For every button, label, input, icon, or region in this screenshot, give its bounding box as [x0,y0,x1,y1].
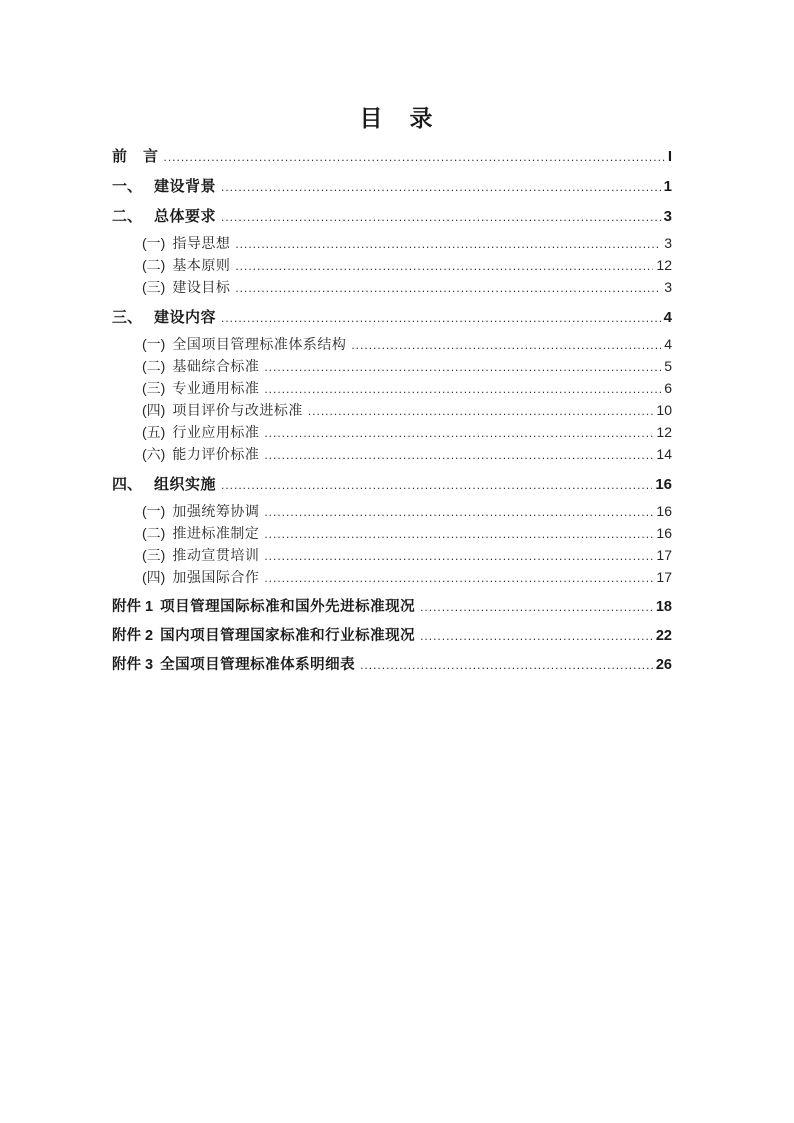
toc-entry-number: 二、 [112,208,143,225]
toc-entry-number: (一) [142,503,166,519]
toc-entry[interactable] [112,545,672,567]
toc-entry[interactable] [112,501,672,523]
toc-entry-page: 3 [664,235,672,251]
dot-leader [221,176,661,198]
toc-entry-number: (三) [142,279,166,295]
dot-leader [264,523,653,545]
toc-entry-page: 3 [663,208,672,225]
toc-entry[interactable] [112,233,672,255]
dot-leader [264,444,653,466]
toc-entry-label: 加强统筹协调 [172,503,260,519]
toc-entry[interactable] [112,255,672,277]
dot-leader [420,596,653,618]
toc-entry-label: 专业通用标准 [172,380,260,396]
toc-entry-number: 一、 [112,178,143,195]
toc-entry-page: 16 [656,525,672,541]
toc-entry-number: (五) [142,424,166,440]
toc-entry-number: (四) [142,402,166,418]
toc-entry-page: 26 [655,657,672,673]
toc-entry-number: (三) [142,547,166,563]
toc-entry-attachment[interactable] [112,654,672,676]
toc-entry[interactable] [112,400,672,422]
toc-entry-number: 附件 2 [112,628,154,644]
toc-entry-page: 5 [664,358,672,374]
toc-entry-number: 三、 [112,309,143,326]
dot-leader [221,206,661,228]
dot-leader [264,356,661,378]
dot-leader [308,400,654,422]
toc-entry-label: 建设背景 [154,178,217,195]
toc-entry[interactable] [112,176,672,198]
toc-entry-attachment[interactable] [112,596,672,618]
toc-entry[interactable] [112,146,672,168]
dot-leader [221,307,661,329]
toc-entry-page: 18 [655,599,672,615]
dot-leader [420,625,653,647]
toc-entry-number: 四、 [112,476,143,493]
toc-entry-label: 加强国际合作 [172,569,260,585]
dot-leader [264,567,653,589]
toc-entry-label: 行业应用标准 [172,424,260,440]
toc-entry-page: 10 [656,402,672,418]
toc-entry-page: 14 [656,446,672,462]
toc-entry-label: 项目评价与改进标准 [172,402,303,418]
toc-entry-number: 附件 3 [112,657,154,673]
toc-entry-label: 前 言 [112,148,159,165]
toc-entry[interactable] [112,206,672,228]
toc-entry[interactable] [112,422,672,444]
toc-entry-number: (二) [142,525,166,541]
toc-entry[interactable] [112,334,672,356]
toc-entry-page: 1 [663,178,672,195]
toc-entry-page: 12 [656,257,672,273]
toc-entry[interactable] [112,523,672,545]
toc-entry-page: 4 [664,336,672,352]
toc-entry-page: 22 [655,628,672,644]
dot-leader [235,277,661,299]
toc-entry[interactable] [112,444,672,466]
toc-entry-label: 项目管理国际标准和国外先进标准现况 [160,599,416,615]
toc-entry-page: 3 [664,279,672,295]
dot-leader [360,654,653,676]
toc-entry[interactable] [112,567,672,589]
toc-entry-label: 全国项目管理标准体系结构 [172,336,347,352]
dot-leader [351,334,661,356]
toc-entry-number: (一) [142,336,166,352]
toc-entry-attachment[interactable] [112,625,672,647]
toc-entry-page: 16 [655,476,672,493]
toc-entry-number: (一) [142,235,166,251]
toc-entry-label: 组织实施 [154,476,217,493]
page-title: 目 录 [359,105,435,131]
toc-entry-page: I [667,148,672,165]
toc-entry[interactable] [112,356,672,378]
table-of-contents [112,146,672,676]
dot-leader [221,474,652,496]
toc-entry-page: 4 [663,309,672,326]
toc-entry-label: 指导思想 [172,235,231,251]
toc-entry[interactable] [112,307,672,329]
toc-entry-label: 推进标准制定 [172,525,260,541]
toc-entry-label: 推动宣贯培训 [172,547,260,563]
dot-leader [264,378,661,400]
toc-entry-label: 基本原则 [172,257,231,273]
toc-entry-page: 17 [656,547,672,563]
toc-entry-label: 基础综合标准 [172,358,260,374]
toc-entry-number: 附件 1 [112,599,154,615]
toc-entry-label: 总体要求 [154,208,217,225]
toc-entry-number: (四) [142,569,166,585]
toc-entry-label: 能力评价标准 [172,446,260,462]
toc-entry-page: 16 [656,503,672,519]
toc-entry-label: 全国项目管理标准体系明细表 [160,657,356,673]
toc-entry-label: 国内项目管理国家标准和行业标准现况 [160,628,416,644]
toc-entry-page: 6 [664,380,672,396]
dot-leader [264,501,653,523]
dot-leader [264,545,653,567]
toc-entry-number: (六) [142,446,166,462]
toc-entry[interactable] [112,277,672,299]
toc-entry-number: (二) [142,257,166,273]
dot-leader [264,422,653,444]
dot-leader [164,146,665,168]
toc-entry-page: 17 [656,569,672,585]
toc-entry-number: (二) [142,358,166,374]
dot-leader [235,233,661,255]
toc-entry-page: 12 [656,424,672,440]
toc-entry[interactable] [112,378,672,400]
toc-entry-label: 建设内容 [154,309,217,326]
toc-entry-number: (三) [142,380,166,396]
dot-leader [235,255,653,277]
toc-entry-label: 建设目标 [172,279,231,295]
toc-entry[interactable] [112,474,672,496]
